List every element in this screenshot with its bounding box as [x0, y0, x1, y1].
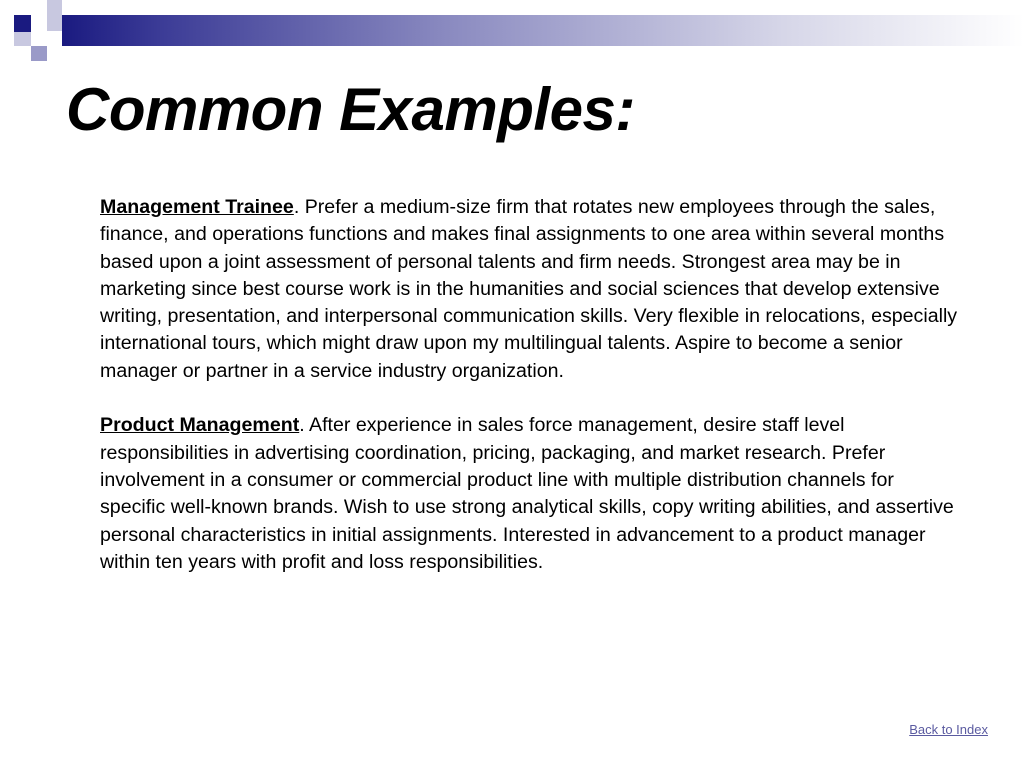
- term-management-trainee: Management Trainee: [100, 196, 294, 218]
- deco-square: [47, 0, 62, 15]
- deco-square: [47, 15, 62, 31]
- corner-decoration: [0, 0, 1024, 62]
- deco-square: [31, 46, 47, 61]
- paragraph-product-management: [100, 412, 960, 576]
- header-gradient-bar: [62, 15, 1024, 46]
- back-to-index-link[interactable]: Back to Index: [909, 722, 988, 737]
- term-product-management: Product Management: [100, 414, 300, 437]
- deco-square: [31, 15, 47, 31]
- deco-square: [31, 32, 47, 46]
- deco-square: [14, 15, 31, 32]
- deco-square: [14, 32, 31, 46]
- slide-body: [100, 194, 960, 603]
- paragraph-text: . Prefer a medium-size firm that rotates new employees through the sales, finance, and operations functions and makes final assignments to one area within several months based upon a joint assessment of personal talents and firm needs. Strongest area may be in marketing since best course work is in the humanities and social sciences that develop extensive writing, presentation, and interpersonal communication skills. Very flexible in relocations, especially international tours, which might draw upon my multilingual talents. Aspire to become a senior manager or partner in a service industry organization.: [100, 196, 958, 382]
- paragraph-text: . After experience in sales force management, desire staff level responsibilities in advertising coordination, pricing, packaging, and market research. Prefer involvement in a consumer or commercial product line with multiple distribution channels for specific well-known brands. Wish to use strong analytical skills, copy writing abilities, and assertive personal characteristics in initial assignments. Interested in advancement to a product manager within ten years with profit and loss responsibilities.: [100, 414, 954, 573]
- paragraph-management-trainee: [100, 194, 960, 385]
- slide-title: Common Examples:: [66, 76, 635, 143]
